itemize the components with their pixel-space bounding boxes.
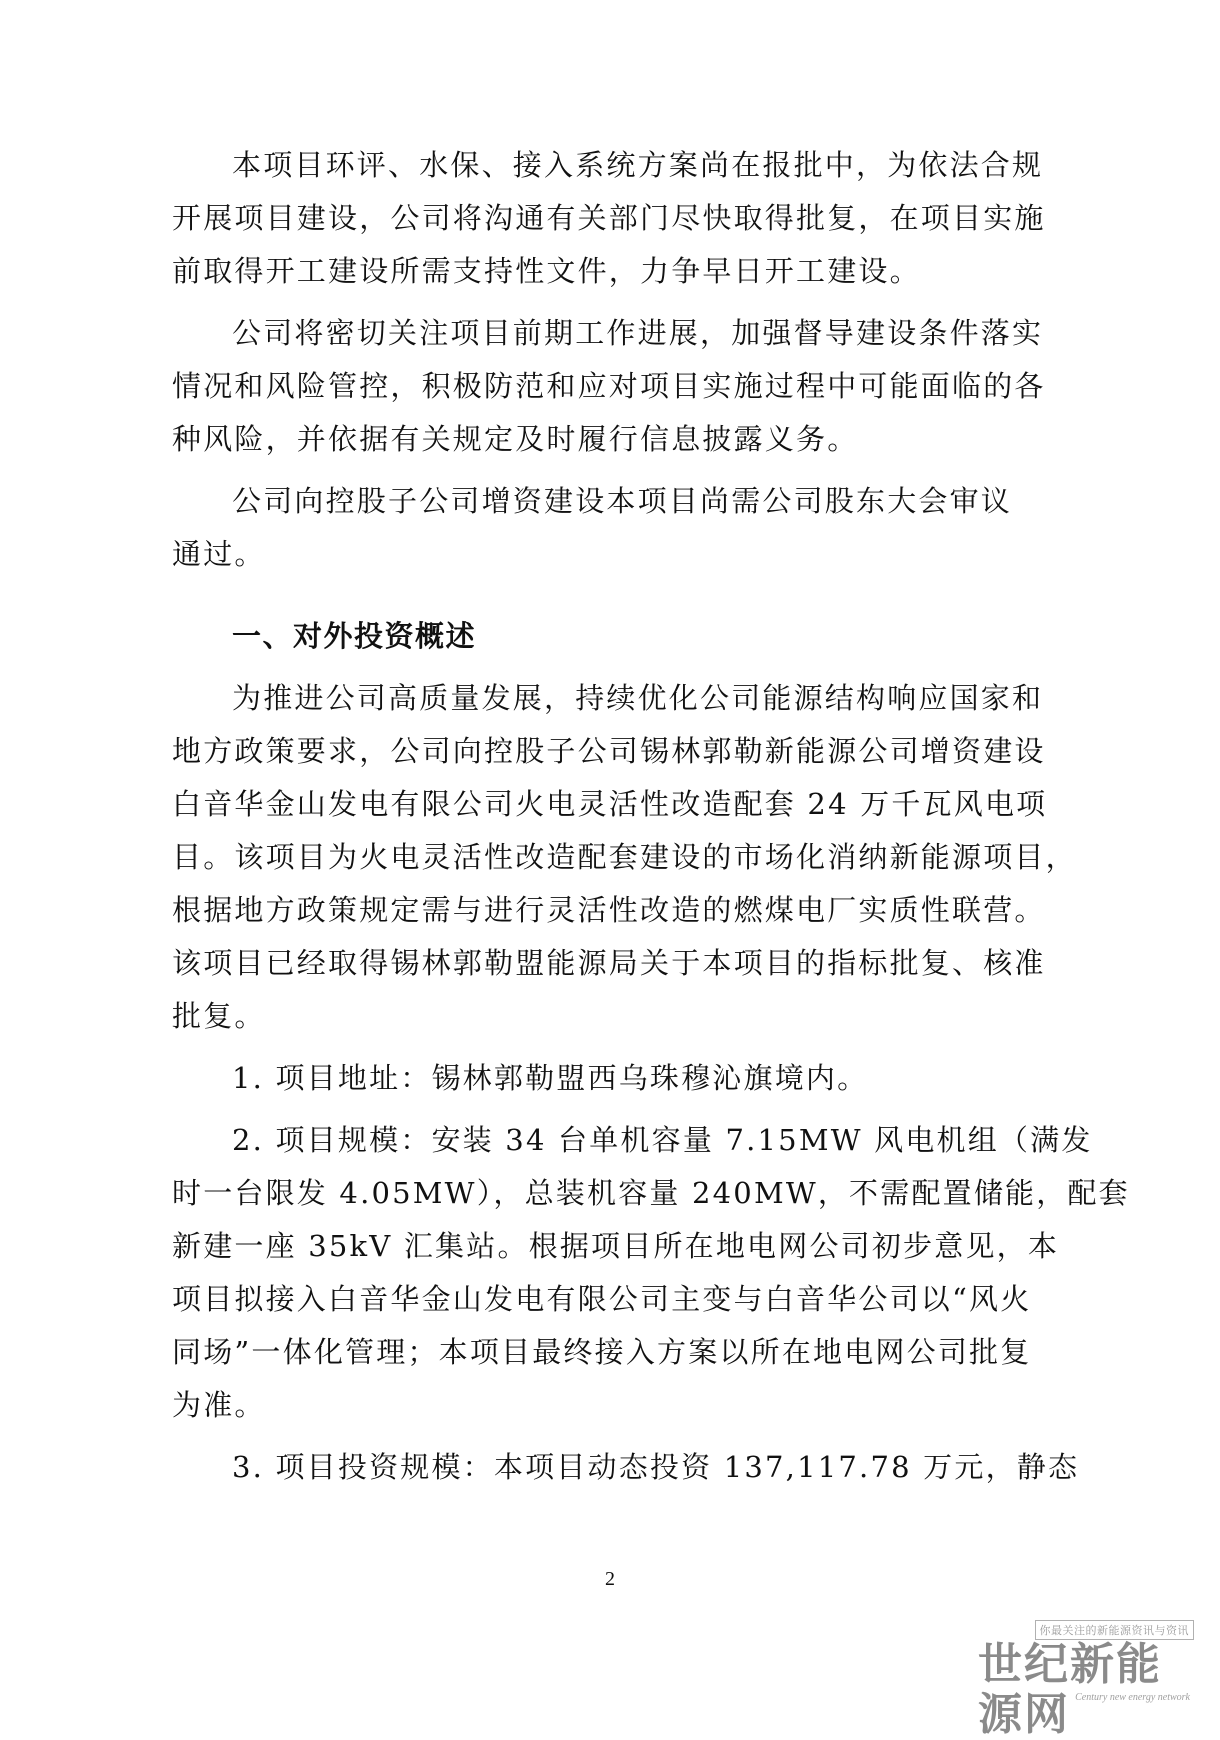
line-text: 1. 项目地址：锡林郭勒盟西乌珠穆沁旗境内。 (232, 1061, 869, 1095)
line-text: 公司将密切关注项目前期工作进展，加强督导建设条件落实 (232, 316, 1044, 350)
line-text: 开展项目建设，公司将沟通有关部门尽快取得批复，在项目实施 (172, 201, 1046, 235)
line-text: 种风险，并依据有关规定及时履行信息披露义务。 (172, 422, 859, 456)
line-text: 公司向控股子公司增资建设本项目尚需公司股东大会审议 (232, 484, 1013, 518)
line-text: 2. 项目规模：安装 34 台单机容量 7.15MW 风电机组（满发 (232, 1123, 1093, 1157)
page-number: 2 (605, 1568, 615, 1590)
line-text: 根据地方政策规定需与进行灵活性改造的燃煤电厂实质性联营。 (172, 893, 1046, 927)
line-text: 项目拟接入白音华金山发电有限公司主变与白音华公司以“风火 (172, 1282, 1032, 1316)
line-text: 为推进公司高质量发展，持续优化公司能源结构响应国家和 (232, 681, 1044, 715)
watermark-logo-text: 世纪新能源网 (978, 1639, 1162, 1740)
line-text: 地方政策要求，公司向控股子公司锡林郭勒新能源公司增资建设 (172, 734, 1046, 768)
line-text: 通过。 (172, 537, 266, 571)
line-text: 时一台限发 4.05MW），总装机容量 240MW，不需配置储能，配套 (172, 1176, 1130, 1210)
line-text: 批复。 (172, 999, 266, 1033)
line-text: 3. 项目投资规模：本项目动态投资 137,117.78 万元，静态 (232, 1450, 1080, 1484)
line-text: 情况和风险管控，积极防范和应对项目实施过程中可能面临的各 (172, 369, 1046, 403)
watermark-slogan: 你最关注的新能源资讯与资讯 (1035, 1620, 1195, 1640)
line-text: 同场”一体化管理；本项目最终接入方案以所在地电网公司批复 (172, 1335, 1032, 1369)
line-text: 该项目已经取得锡林郭勒盟能源局关于本项目的指标批复、核准 (172, 946, 1046, 980)
line-text: 新建一座 35kV 汇集站。根据项目所在地电网公司初步意见，本 (172, 1229, 1060, 1263)
line-text: 白音华金山发电有限公司火电灵活性改造配套 24 万千瓦风电项 (172, 787, 1048, 821)
line-text: 目。该项目为火电灵活性改造配套建设的市场化消纳新能源项目， (172, 840, 1077, 874)
watermark-subtitle: Century new energy network (1075, 1692, 1190, 1703)
section-heading-text: 一、对外投资概述 (232, 619, 477, 653)
line-text: 本项目环评、水保、接入系统方案尚在报批中，为依法合规 (232, 148, 1044, 182)
line-text: 为准。 (172, 1388, 266, 1422)
watermark-logo (978, 1620, 1208, 1740)
line-text: 前取得开工建设所需支持性文件，力争早日开工建设。 (172, 254, 921, 288)
